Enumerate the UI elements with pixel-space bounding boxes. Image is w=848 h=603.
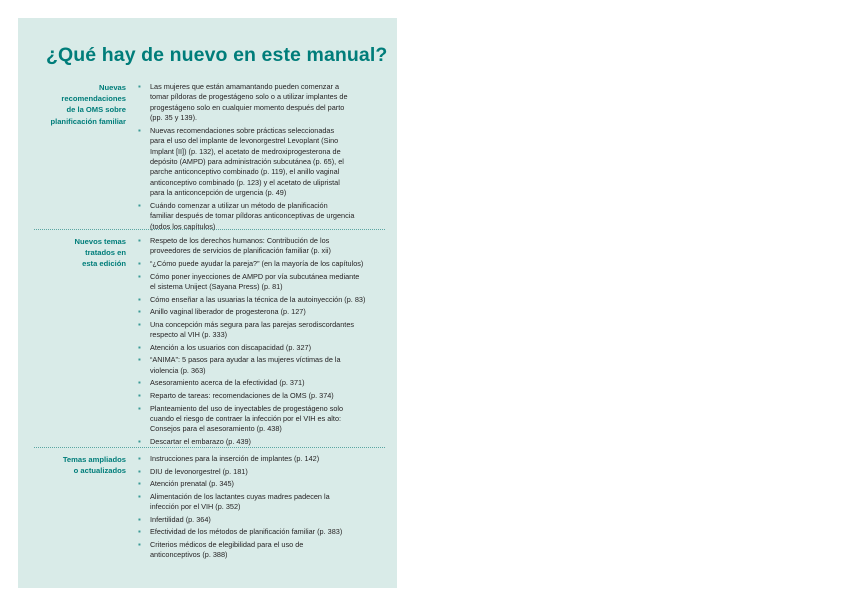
- list-item-line: Respeto de los derechos humanos: Contribución de los: [150, 236, 330, 245]
- bullet-icon: ▪: [138, 466, 141, 476]
- section-label-line: de la OMS sobre: [66, 105, 126, 115]
- list-item: [138, 515, 378, 525]
- list-item-line: Cuándo comenzar a utilizar un método de planificación: [150, 200, 328, 210]
- list-item-line: proveedores de servicios de planificación familiar (p. xii): [150, 246, 331, 256]
- list-item-line: DIU de levonorgestrel (p. 181): [150, 466, 248, 476]
- list-item-line: Criterios médicos de elegibilidad para el uso de: [150, 539, 304, 549]
- list-item: [138, 391, 378, 401]
- list-item-line: anticonceptivo combinado (p. 123) y el acetato de ulipristal: [150, 177, 340, 187]
- bullet-icon: ▪: [138, 514, 141, 524]
- list-item: [138, 272, 378, 293]
- list-item-line: Descartar el embarazo (p. 439): [150, 436, 251, 446]
- bullet-icon: ▪: [138, 236, 141, 245]
- list-item-line: Implant [II]) (p. 132), el acetato de medroxiprogesterona de: [150, 146, 341, 156]
- list-item-line: Instrucciones para la inserción de implantes (p. 142): [150, 454, 320, 463]
- list-item: [138, 479, 378, 489]
- list-item: [138, 236, 378, 257]
- list-item-line: progestágeno solo en cualquier momento después del parto: [150, 102, 345, 112]
- list-item: [138, 492, 378, 513]
- list-item: [138, 467, 378, 477]
- list-item-line: “ANIMA”: 5 pasos para ayudar a las mujeres víctimas de la: [150, 355, 341, 365]
- section-label-line: tratados en: [85, 248, 126, 258]
- list-item: [138, 437, 378, 447]
- list-item: [138, 201, 378, 232]
- bullet-icon: ▪: [138, 294, 141, 304]
- list-item-line: violencia (p. 363): [150, 365, 206, 375]
- list-item: [138, 355, 378, 376]
- list-item-line: Infertilidad (p. 364): [150, 514, 211, 524]
- list-item-line: el sistema Uniject (Sayana Press) (p. 81): [150, 282, 283, 291]
- list-item-line: infección por el VIH (p. 352): [150, 502, 241, 512]
- section-label: [26, 454, 126, 476]
- list-item-line: Reparto de tareas: recomendaciones de la OMS (p. 374): [150, 390, 334, 400]
- list-item: [138, 343, 378, 353]
- section-label: [26, 82, 126, 127]
- list-item-line: Las mujeres que están amamantando pueden comenzar a: [150, 82, 340, 91]
- bullet-icon: ▪: [138, 355, 141, 365]
- list-item: [138, 378, 378, 388]
- list-item-line: (pp. 35 y 139).: [150, 113, 198, 123]
- list-item-line: Una concepción más segura para las parejas serodiscordantes: [150, 319, 355, 329]
- section-label-line: recomendaciones: [61, 94, 126, 104]
- list-item-line: Nuevas recomendaciones sobre prácticas seleccionadas: [150, 125, 335, 135]
- list-item: [138, 307, 378, 317]
- list-item-line: cuando el riesgo de contraer la infección por el VIH es alto:: [150, 413, 342, 423]
- list-item-line: Anillo vaginal liberador de progesterona (p. 127): [150, 307, 306, 317]
- bullet-icon: ▪: [138, 82, 141, 91]
- section-label-line: Nuevas: [98, 83, 126, 92]
- bullet-icon: ▪: [138, 200, 141, 210]
- bullet-icon: ▪: [138, 378, 141, 388]
- list-item-line: respecto al VIH (p. 333): [150, 330, 228, 340]
- section-label-line: o actualizados: [73, 466, 126, 476]
- section-label-line: Temas ampliados: [62, 455, 126, 464]
- list-item: [138, 126, 378, 199]
- list-item-line: para el uso del implante de levonorgestrel Levoplant (Sino: [150, 136, 339, 146]
- list-item-line: Atención prenatal (p. 345): [150, 479, 234, 489]
- bullet-icon: ▪: [138, 539, 141, 549]
- list-item-line: Efectividad de los métodos de planificación familiar (p. 383): [150, 527, 343, 537]
- bullet-icon: ▪: [138, 403, 141, 413]
- list-item: [138, 404, 378, 435]
- list-item: [138, 540, 378, 561]
- list-item: [138, 295, 378, 305]
- item-list: [138, 82, 378, 234]
- list-item: [138, 320, 378, 341]
- section-label-line: Nuevos temas: [74, 237, 126, 246]
- bullet-icon: ▪: [138, 125, 141, 135]
- item-list: [138, 454, 378, 563]
- list-item: [138, 82, 378, 124]
- list-item: [138, 527, 378, 537]
- bullet-icon: ▪: [138, 436, 141, 446]
- list-item-line: Atención a los usuarios con discapacidad (p. 327): [150, 342, 312, 352]
- list-item-line: Planteamiento del uso de inyectables de progestágeno solo: [150, 403, 344, 413]
- section-label-line: esta edición: [82, 259, 126, 269]
- list-item-line: Cómo poner inyecciones de AMPD por vía subcutánea mediante: [150, 271, 360, 281]
- list-item-line: parche anticonceptivo combinado (p. 119), el anillo vaginal: [150, 167, 340, 177]
- item-list: [138, 236, 378, 450]
- list-item-line: para la anticoncepción de urgencia (p. 49): [150, 188, 287, 198]
- bullet-icon: ▪: [138, 390, 141, 400]
- list-item-line: “¿Cómo puede ayudar la pareja?” (en la mayoría de los capítulos): [150, 259, 364, 268]
- list-item-line: familiar después de tomar píldoras anticonceptivas de urgencia: [150, 211, 355, 221]
- bullet-icon: ▪: [138, 342, 141, 352]
- list-item-line: tomar píldoras de progestágeno solo o a utilizar implantes de: [150, 92, 348, 102]
- list-item-line: Asesoramiento acerca de la efectividad (p. 371): [150, 378, 305, 388]
- list-item-line: Consejos para el asesoramiento (p. 438): [150, 424, 282, 434]
- list-item-line: anticonceptivos (p. 388): [150, 550, 228, 560]
- list-item: [138, 259, 378, 269]
- bullet-icon: ▪: [138, 259, 141, 268]
- bullet-icon: ▪: [138, 271, 141, 281]
- page-title: ¿Qué hay de nuevo en este manual?: [46, 44, 388, 66]
- list-item: [138, 454, 378, 464]
- bullet-icon: ▪: [138, 527, 141, 537]
- list-item-line: (todos los capítulos): [150, 221, 216, 231]
- section-label: [26, 236, 126, 270]
- bullet-icon: ▪: [138, 454, 141, 463]
- section-label-line: planificación familiar: [50, 116, 126, 126]
- list-item-line: depósito (AMPD) para administración subcutánea (p. 65), el: [150, 157, 344, 167]
- bullet-icon: ▪: [138, 307, 141, 317]
- bullet-icon: ▪: [138, 491, 141, 501]
- list-item-line: Alimentación de los lactantes cuyas madres padecen la: [150, 491, 330, 501]
- bullet-icon: ▪: [138, 479, 141, 489]
- bullet-icon: ▪: [138, 319, 141, 329]
- list-item-line: Cómo enseñar a las usuarias la técnica de la autoinyección (p. 83): [150, 294, 366, 304]
